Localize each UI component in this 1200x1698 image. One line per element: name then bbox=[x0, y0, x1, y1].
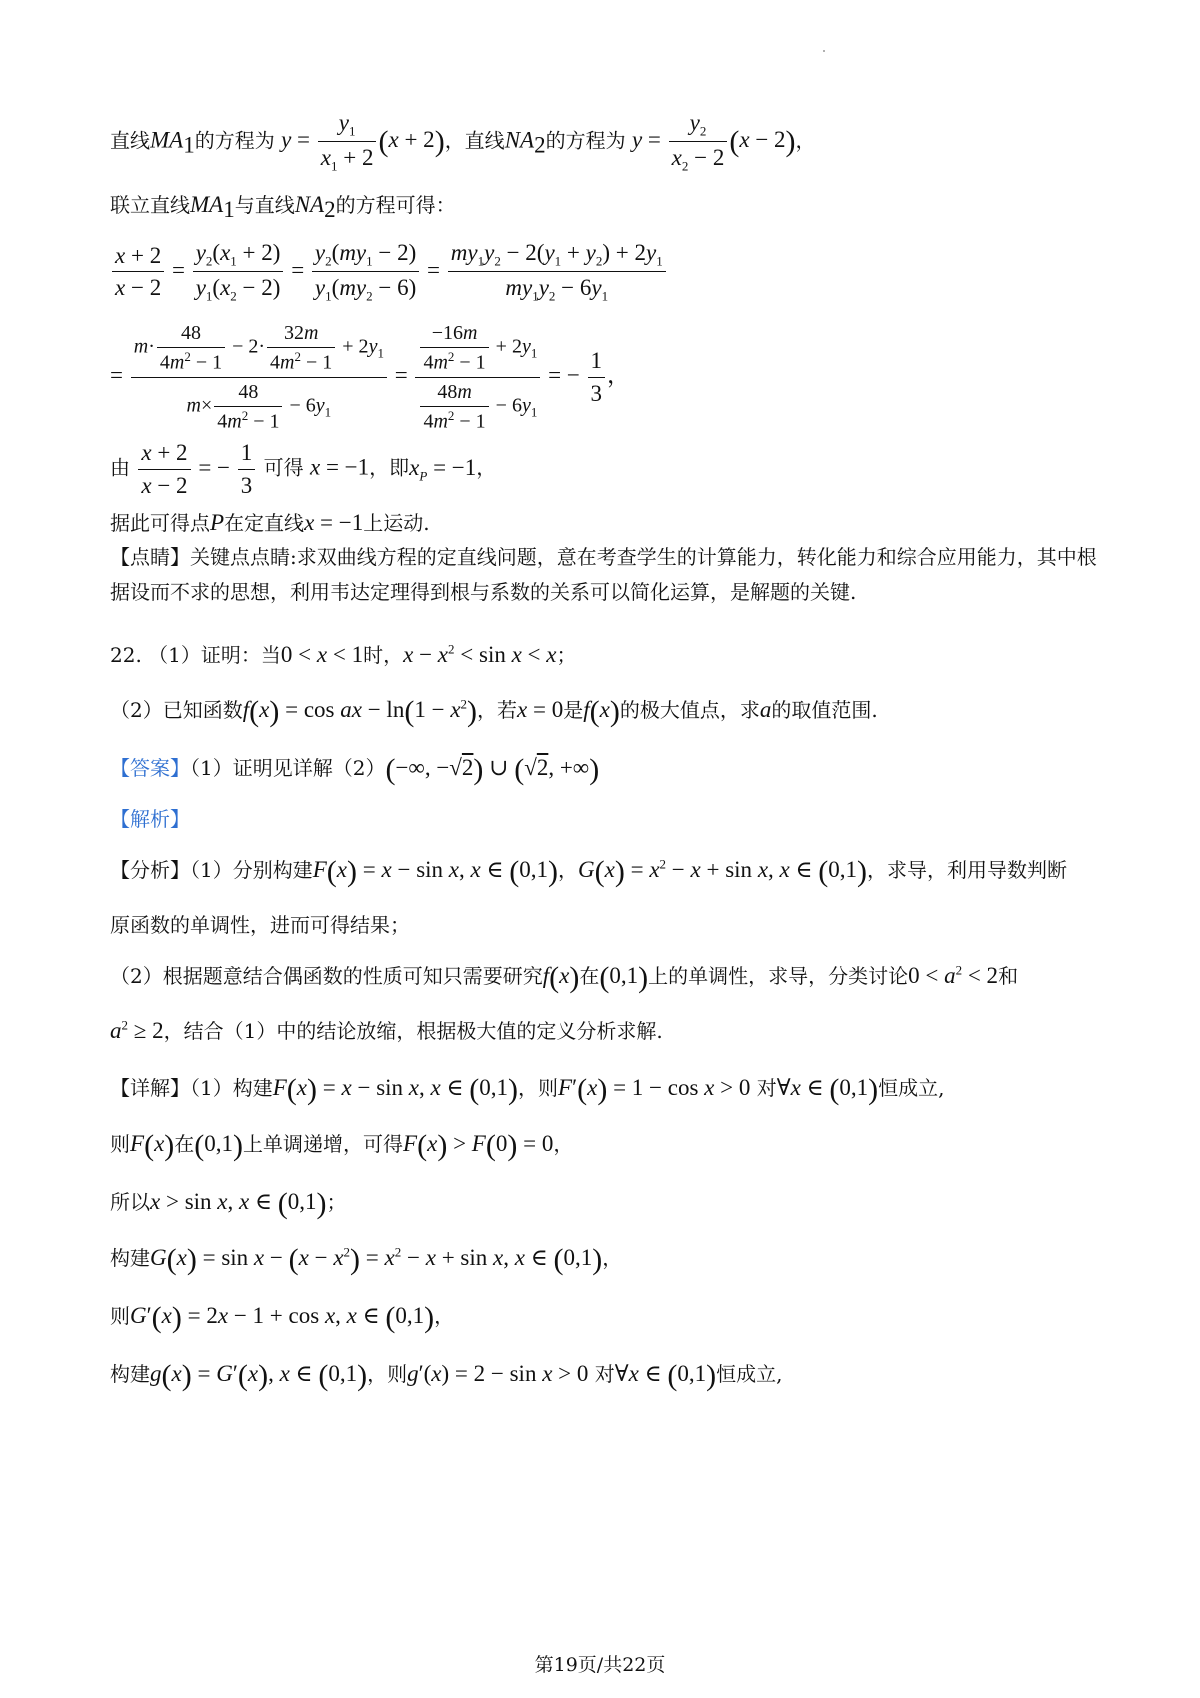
q22-part2: （2）已知函数f(x) = cos ax − $\ln(1 - x^2)$，若x = 0是f(x)的极大值点，求a的取值范围. bbox=[110, 695, 878, 728]
fenxi-tag: 【分析】 bbox=[110, 857, 190, 882]
equation-ratio-2: = m· $\frac{48}{4m^2 - 1}$ − 2· $\frac{32m}{4m^2 - 1}$ + $2y_1$ m× $\frac{48}{4m^2 - 1}$ − $6y_1$ = $\frac{-16m}{4m^2 - 1}$ + $2y_1$ $\frac{48m}{4m^2 - 1}$ − $6y_1$ = − $\frac{1}{3}$ ， bbox=[110, 322, 631, 433]
detail-line5: 则G′(x) = 2x − 1 + cos x, x ∈ (0,1)， bbox=[110, 1301, 455, 1334]
comment-paragraph: 【点睛】关键点点睛:求双曲线方程的定直线问题，意在考查学生的计算能力，转化能力和综合应用能力，其中根据设而不求的思想，利用韦达定理得到根与系数的关系可以简化运算，是解题的关键. bbox=[110, 545, 1097, 604]
question-number: 22. bbox=[110, 643, 142, 667]
detail-line2: 则F(x)在(0,1)上单调递增，可得F(x) > F(0) = 0， bbox=[110, 1129, 574, 1162]
line-combine: 联立直线$MA_1$与直线$NA_2$的方程可得： bbox=[110, 192, 456, 222]
line-solve-x: 由 $\frac{x + 2}{x - 2}$ = − $\frac{1}{3}$ 可得 x = −1，即$x_P = -1$， bbox=[110, 440, 497, 498]
fenxi-line1: 【分析】（1）分别构建F(x) = x − sin x, x ∈ (0,1)，$G(x) = x^2 - x + \sin x$, x ∈ (0,1)，求导，利用导数判断 bbox=[110, 855, 1068, 888]
analysis-tag: 【解析】 bbox=[110, 807, 190, 831]
analysis-tag-line bbox=[110, 806, 1100, 832]
scan-dot bbox=[823, 50, 825, 52]
detail-line6: 构建g(x) = G′(x), x ∈ (0,1)，则g′(x) = 2 − sin x > 0 对∀x ∈ (0,1)恒成立, bbox=[110, 1359, 783, 1392]
fenxi-line4: $a^2 \ge 2$，结合（1）中的结论放缩，根据极大值的定义分析求解. bbox=[110, 1017, 663, 1043]
line-conclusion: 据此可得点P在定直线x = −1上运动. bbox=[110, 510, 430, 535]
equation-ratio-1: $\frac{x + 2}{x - 2}$ = $\frac{y_2(x_1 + 2)}{y_1(x_2 - 2)}$ = $\frac{y_2(my_1 - 2)}{y_1(my_2 - 6)}$ = $\frac{my_1y_2 - 2(y_1 + y_2) + 2y_1}{my_1y_2 - 6y_1}$ bbox=[110, 238, 1100, 306]
detail-line3: 所以x > sin x, x ∈ (0,1)； bbox=[110, 1187, 347, 1220]
detail-line4: 构建$G(x) = \sin x - (x - x^2) = x^2 - x + \sin x$, x ∈ (0,1)， bbox=[110, 1243, 623, 1276]
fenxi-line3: （2）根据题意结合偶函数的性质可知只需要研究f(x)在(0,1)上的单调性，求导，分类讨论$0 < a^2 < 2$和 bbox=[110, 961, 1019, 994]
answer-line: 【答案】（1）证明见详解（2）(−∞, −√2) ∪ (√2, +∞) bbox=[110, 753, 600, 786]
q22-part1: 22. （1）证明：当0 < x < 1时，$x - x^2 < \sin x < x$； bbox=[110, 641, 577, 667]
answer-tag: 【答案】 bbox=[110, 755, 190, 780]
detail-line1: 【详解】（1）构建F(x) = x − sin x, x ∈ (0,1)，则F′(x) = 1 − cos x > 0 对∀x ∈ (0,1)恒成立, bbox=[110, 1073, 945, 1106]
comment-tag: 【点睛】 bbox=[110, 545, 190, 569]
page-footer: 第19页/共22页 bbox=[534, 1654, 666, 1676]
detail-tag: 【详解】 bbox=[110, 1075, 190, 1100]
line-equations-ma1-na2: 直线$MA_1$的方程为 y = $\frac{y_1}{x_1 + 2}$ (x + 2)，直线$NA_2$的方程为 y = $\frac{y_2}{x_2 - 2}$ (x − 2)， bbox=[110, 110, 816, 175]
fenxi-line2: 原函数的单调性，进而可得结果； bbox=[110, 913, 410, 937]
